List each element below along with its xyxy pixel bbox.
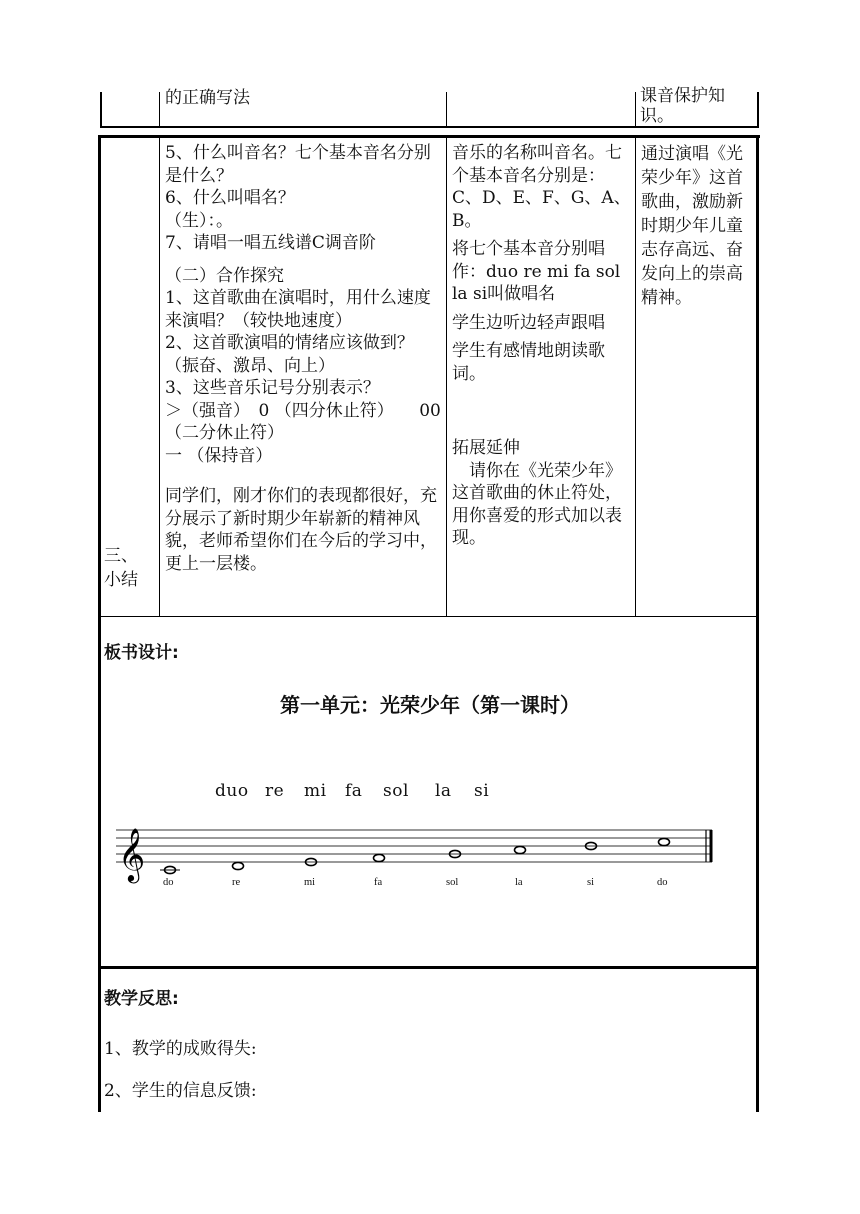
fragment-col2-text: 的正确写法 xyxy=(165,88,250,108)
q7-text: 7、请唱一唱五线谱C调音阶 xyxy=(165,233,376,253)
section-label: 三、小结 xyxy=(104,546,138,590)
note-sol xyxy=(450,850,461,857)
reflection-heading: 教学反思: xyxy=(104,989,179,1009)
solfege-re: re xyxy=(265,781,285,801)
staff-label-re: re xyxy=(232,877,241,888)
student-activity-column xyxy=(452,142,632,550)
note-do xyxy=(165,866,176,873)
staff-label-fa: fa xyxy=(374,877,383,888)
solfege-fa: fa xyxy=(345,781,363,801)
solfege-duo: duo xyxy=(215,781,249,801)
item2-text: 2、这首歌演唱的情绪应该做到？（振奋、激昂、向上） xyxy=(165,333,414,376)
solfege-la: la xyxy=(435,781,452,801)
extension-text: 请你在《光荣少年》这首歌曲的休止符处，用你喜爱的形式加以表现。 xyxy=(452,460,622,548)
note-re xyxy=(233,862,244,869)
note-la xyxy=(515,846,526,853)
listen-sing-text: 学生边听边轻声跟唱 xyxy=(452,312,605,333)
q6-text: 6、什么叫唱名？ xyxy=(165,188,295,208)
symbols-text: ＞（强音） 0 （四分休止符） 00（二分休止符） xyxy=(165,400,441,443)
note-fa xyxy=(374,854,385,861)
solfege-mi: mi xyxy=(304,781,327,801)
cooperative-heading: （二）合作探究 xyxy=(165,265,284,286)
staff-label-sol: sol xyxy=(446,877,459,888)
read-lyrics-text: 学生有感情地朗读歌词。 xyxy=(452,341,605,384)
teacher-activity-column xyxy=(165,142,441,575)
summary-text: 同学们，刚才你们的表现都很好，充分展示了新时期少年崭新的精神风貌，老师希望你们在今后的学习中，更上一层楼。 xyxy=(165,486,437,574)
item1-text: 1、这首歌曲在演唱时，用什么速度来演唱？（较快地速度） xyxy=(165,288,431,331)
board-heading: 板书设计: xyxy=(104,643,179,663)
solfege-text: 将七个基本音分别唱作：duo re mi fa sol la si叫做唱名 xyxy=(452,239,621,304)
note-mi xyxy=(306,858,317,865)
fragment-col4-text: 课音保护知识。 xyxy=(640,86,725,126)
item3-text: 3、这些音乐记号分别表示？ xyxy=(165,378,380,398)
staff-label-la: la xyxy=(515,877,523,888)
design-intent-column: 通过演唱《光荣少年》这首歌曲，激励新时期少年儿童志存高远、奋发向上的崇高精神。 xyxy=(641,144,743,308)
solfege-si: si xyxy=(474,781,490,801)
reflection-item-1: 1、教学的成败得失: xyxy=(104,1039,257,1059)
staff-label-high-do: do xyxy=(657,877,668,888)
q5-text: 5、什么叫音名？七个基本音名分别是什么？ xyxy=(165,143,431,186)
hold-symbol-text: 一 （保持音） xyxy=(165,445,273,466)
reflection-item-2: 2、学生的信息反馈: xyxy=(104,1081,257,1101)
staff-label-si: si xyxy=(587,877,595,888)
extension-heading: 拓展延伸 xyxy=(452,438,520,458)
solfege-sol: sol xyxy=(383,781,409,801)
board-title: 第一单元：光荣少年（第一课时） xyxy=(280,693,580,717)
staff-label-do: do xyxy=(163,877,174,888)
treble-clef-icon: 𝄞 xyxy=(118,827,146,881)
note-names-text: 音乐的名称叫音名。七个基本音名分别是：C、D、E、F、G、A、B。 xyxy=(452,143,631,231)
student-answer-text: （生）：。 xyxy=(165,210,233,231)
note-high-do xyxy=(659,838,670,845)
staff-label-mi: mi xyxy=(304,877,316,888)
note-si xyxy=(586,842,597,849)
